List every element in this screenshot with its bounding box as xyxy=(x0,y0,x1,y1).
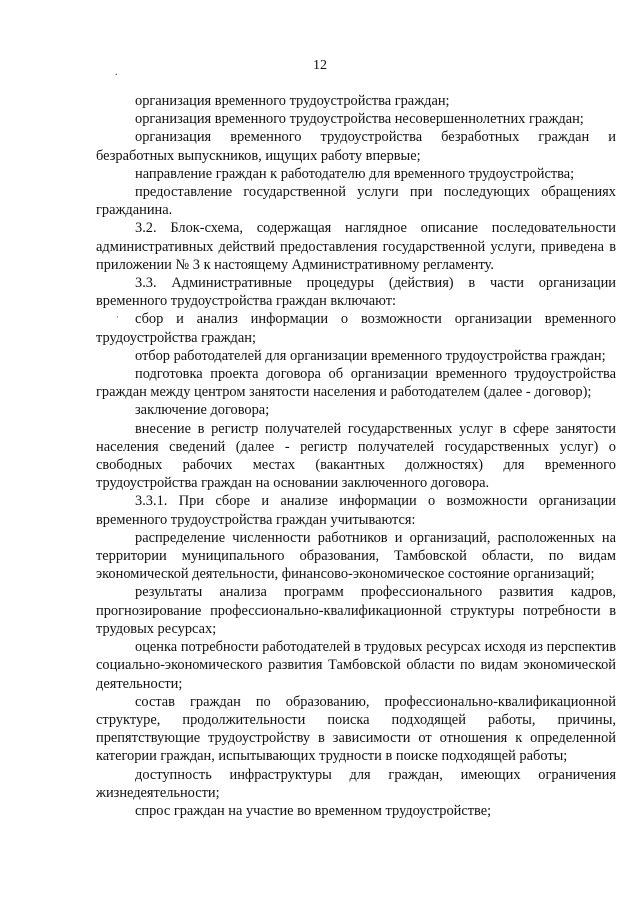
scan-speck: · xyxy=(116,312,119,322)
paragraph: направление граждан к работодателю для временного трудоустройства; xyxy=(135,165,575,182)
paragraph: 3.2. Блок-схема, содержащая наглядное описание последовательности административных действий предоставления государственной услуги, приведена в приложении № 3 к настоящему Административному регламенту. xyxy=(96,220,616,273)
paragraph: организация временного трудоустройства граждан; xyxy=(135,93,450,109)
paragraph: предоставление государственной услуги при последующих обращениях гражданина. xyxy=(96,184,616,219)
paragraph: доступность инфраструктуры для граждан, имеющих ограничения жизнедеятельности; xyxy=(96,766,616,801)
paragraph: организация временного трудоустройства безработных граждан и безработных выпускников, ищущих работу впервые; xyxy=(96,129,616,164)
paragraph: 3.3. Административные процедуры (действия) в части организации временного трудоустройства граждан включают: xyxy=(96,275,616,310)
paragraph: сбор и анализ информации о возможности организации временного трудоустройства граждан; xyxy=(96,311,616,346)
paragraph: спрос граждан на участие во временном трудоустройстве; xyxy=(135,802,492,819)
paragraph: организация временного трудоустройства несовершеннолетних граждан; xyxy=(135,111,584,128)
paragraph: распределение численности работников и организаций, расположенных на территории муниципального образования, Тамбовской области, по видам экономической деятельности, финансово-экономическое состояние организаций; xyxy=(96,529,616,583)
scan-speck: . xyxy=(115,67,118,78)
page-number: 12 xyxy=(313,58,327,73)
paragraph: заключение договора; xyxy=(135,402,270,419)
document-body xyxy=(96,92,616,820)
paragraph: внесение в регистр получателей государственных услуг в сфере занятости населения сведений (далее - регистр получателей государственных услуг) о свободных рабочих местах (вакантных должностях) для временного трудоустройства граждан на основании заключенного договора. xyxy=(96,420,616,492)
paragraph: отбор работодателей для организации временного трудоустройства граждан; xyxy=(135,347,606,364)
paragraph: 3.3.1. При сборе и анализе информации о возможности организации временного трудоустройства граждан учитываются: xyxy=(96,493,616,528)
paragraph: состав граждан по образованию, профессионально-квалификационной структуре, продолжительности поиска подходящей работы, причины, препятствующие трудоустройству в зависимости от отношения к определенной категории граждан, испытывающих трудности в поиске подходящей работы; xyxy=(96,693,616,765)
paragraph: результаты анализа программ профессионального развития кадров, прогнозирование профессионально-квалификационной структуры потребности в трудовых ресурсах; xyxy=(96,584,616,637)
paragraph: оценка потребности работодателей в трудовых ресурсах исходя из перспектив социально-экономического развития Тамбовской области по видам экономической деятельности; xyxy=(96,639,616,692)
paragraph: подготовка проекта договора об организации временного трудоустройства граждан между центром занятости населения и работодателем (далее - договор); xyxy=(96,366,616,401)
